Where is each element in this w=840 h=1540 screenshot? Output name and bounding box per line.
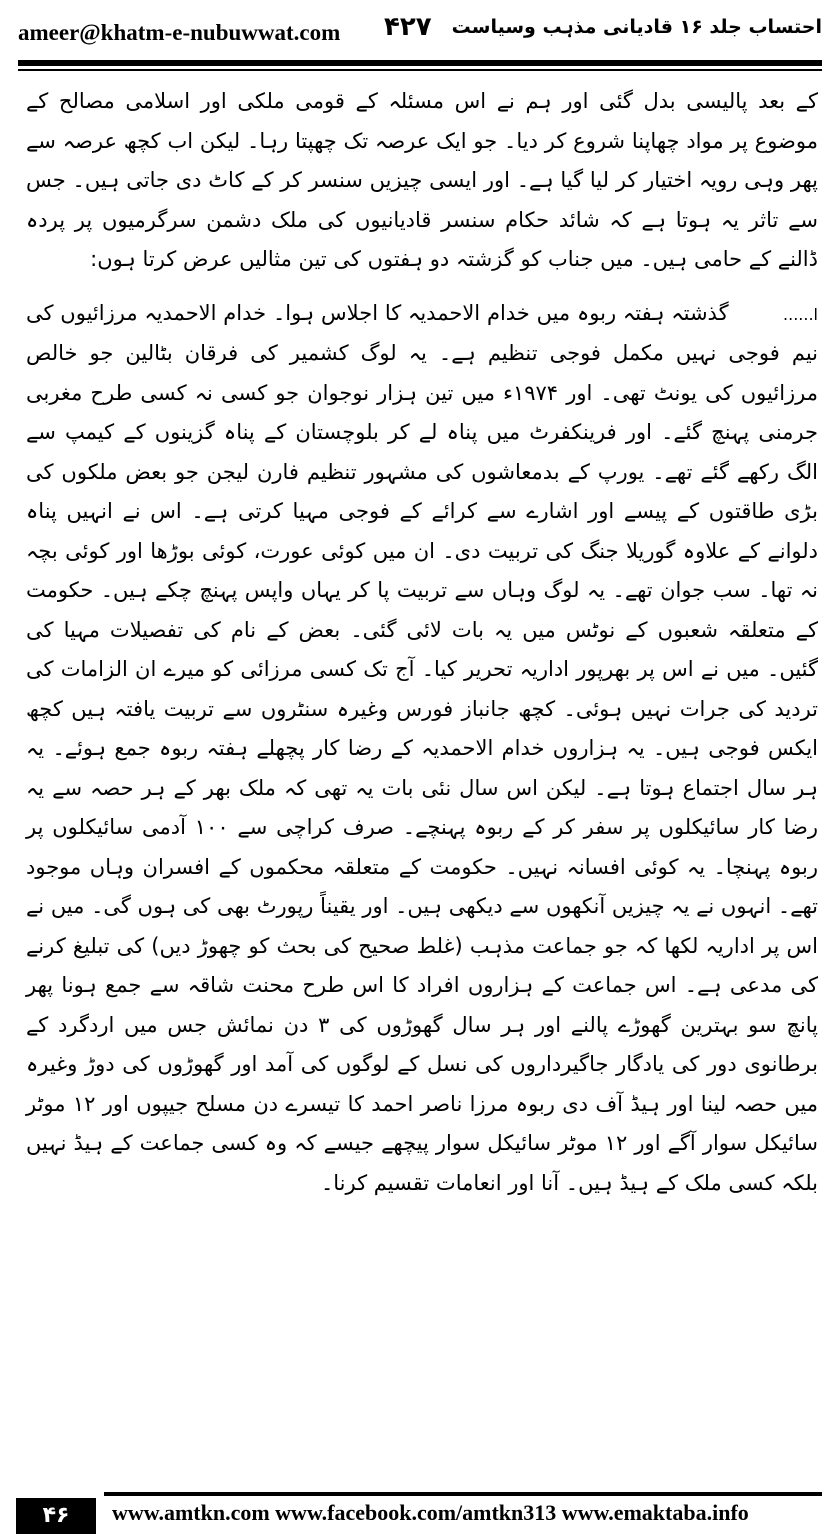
header-page-number: ۴۲۷ [384,12,432,42]
body-text [26,82,818,1203]
header-title: احتساب جلد ۱۶ قادیانی مذہب وسیاست [451,16,822,38]
header-rule-thin [18,69,822,71]
paragraph-item-1-text: گذشتہ ہفتہ ربوہ میں خدام الاحمدیہ کا اجلاس ہوا۔ خدام الاحمدیہ مرزائیوں کی نیم فوجی نہیں مکمل فوجی تنظیم ہے۔ یہ لوگ کشمیر کی فرقان بٹالین جو خالص مرزائیوں کی یونٹ تھی۔ اور ۱۹۷۴ء میں تین ہزار نوجوان جو کسی نہ کسی طرح مغربی جرمنی پہنچ گئے۔ اور فرینکفرٹ میں پناہ لے کر بلوچستان کے پناہ گزینوں کے کیمپ سے الگ رکھے گئے تھے۔ یورپ کے بدمعاشوں کی مشہور تنظیم فارن لیجن جو بعض ملکوں کی بڑی طاقتوں کے پیسے اور اشارے سے کرائے کے فوجی مہیا کرتی ہے۔ اس نے انہیں پناہ دلوانے کے علاوہ گوریلا جنگ کی تربیت دی۔ ان میں کوئی عورت، کوئی بوڑھا اور کوئی بچہ نہ تھا۔ سب جوان تھے۔ یہ لوگ وہاں سے تربیت پا کر یہاں واپس پہنچ چکے ہیں۔ حکومت کے متعلقہ شعبوں کے نوٹس میں یہ بات لائی گئی۔ بعض کے نام کی تفصیلات مہیا کی گئیں۔ میں نے اس پر بھرپور اداریہ تحریر کیا۔ آج تک کسی مرزائی کو میرے ان الزامات کی تردید کی جرات نہیں ہوئی۔ کچھ جانباز فورس وغیرہ سنٹروں سے تربیت یافتہ ہیں کچھ ایکس فوجی ہیں۔ یہ ہزاروں خدام الاحمدیہ کے رضا کار پچھلے ہفتہ ربوہ جمع ہوئے۔ یہ ہر سال اجتماع ہوتا ہے۔ لیکن اس سال نئی بات یہ تھی کہ ملک بھر کے ہر حصہ سے یہ رضا کار سائیکلوں پر سفر کر کے ربوہ پہنچے۔ صرف کراچی سے ۱۰۰ آدمی سائیکلوں پر ربوہ پہنچا۔ یہ کوئی افسانہ نہیں۔ حکومت کے متعلقہ محکموں کے افسران وہاں موجود تھے۔ انہوں نے یہ چیزیں آنکھوں سے دیکھی ہیں۔ اور یقیناً رپورٹ بھی کی ہوں گی۔ میں نے اس پر اداریہ لکھا کہ جو جماعت مذہب (غلط صحیح کی بحث کو چھوڑ دیں) کی تبلیغ کرنے کی مدعی ہے۔ اس جماعت کے ہزاروں افراد کا اس طرح محنت شاقہ سے جمع ہونا پھر پانچ سو بہترین گھوڑے پالنے اور ہر سال گھوڑوں کی ۳ دن نمائش جس میں اردگرد کے برطانوی دور کی یادگار جاگیرداروں کی نسل کے لوگوں کی آمد اور گھوڑوں کی دوڑ وغیرہ میں حصہ لینا اور ہیڈ آف دی ربوہ مرزا ناصر احمد کا تیسرے دن مسلح جیپوں اور ۱۲ موٹر سائیکل سوار آگے اور ۱۲ موٹر سائیکل سوار پیچھے جیسے کہ وہ کسی جماعت کے ہیڈ نہیں بلکہ کسی ملک کے ہیڈ ہیں۔ آنا اور انعامات تقسیم کرنا۔ [26,300,819,1195]
paragraph-intro: کے بعد پالیسی بدل گئی اور ہم نے اس مسئلہ کے قومی ملکی اور اسلامی مصالح کے موضوع پر مواد چھاپنا شروع کر دیا۔ جو ایک عرصہ تک چھپتا رہا۔ لیکن اب کچھ عرصہ سے پھر وہی رویہ اختیار کر لیا گیا ہے۔ اور ایسی چیزیں سنسر کر کے کاٹ دی جاتی ہیں۔ جس سے تاثر یہ ہوتا ہے کہ شائد حکام سنسر قادیانیوں کی ملک دشمن سرگرمیوں پر پردہ ڈالنے کے حامی ہیں۔ میں جناب کو گزشتہ دو ہفتوں کی تین مثالیں عرض کرتا ہوں: [26,89,818,271]
item-marker: ا...... [783,304,818,324]
paragraph-gap [26,280,818,294]
header-email: ameer@khatm-e-nubuwwat.com [18,20,341,45]
footer-links: www.amtkn.com www.facebook.com/amtkn313 www.emaktaba.info [112,1500,749,1525]
page-header [0,0,840,62]
header-rule-thick [18,60,822,66]
footer-rule [104,1492,822,1496]
page-footer [0,1492,840,1540]
footer-page-number: ۴۶ [16,1498,96,1534]
paragraph-item-1 [26,294,818,1204]
